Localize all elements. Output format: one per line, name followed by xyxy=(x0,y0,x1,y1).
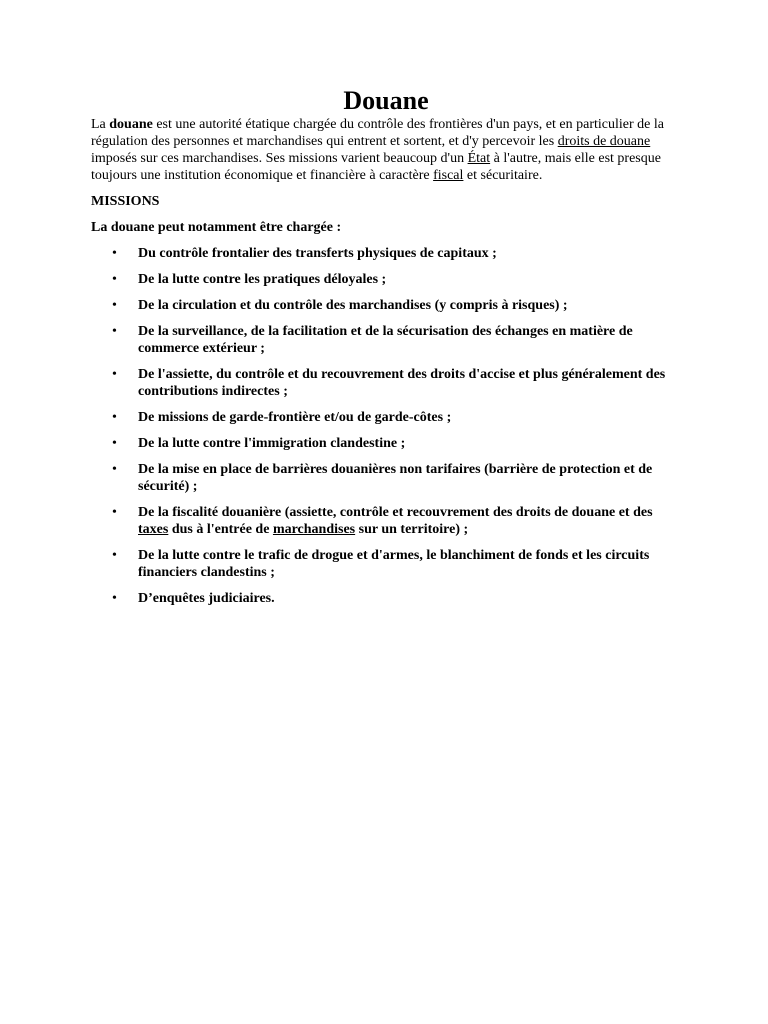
list-item-text: De missions de garde-frontière et/ou de garde-côtes ; xyxy=(138,410,452,425)
list-item xyxy=(91,504,681,538)
document-page xyxy=(91,86,681,616)
list-item xyxy=(91,590,681,607)
list-item xyxy=(91,245,681,262)
list-item xyxy=(91,366,681,400)
link-etat[interactable]: État xyxy=(467,151,491,166)
section-title-missions: MISSIONS xyxy=(91,194,160,209)
intro-text-5: et sécuritaire. xyxy=(463,168,543,183)
list-item-text: De la lutte contre les pratiques déloyales ; xyxy=(138,272,387,287)
bullet-icon: • xyxy=(112,410,117,425)
bullet-icon: • xyxy=(112,591,117,606)
list-item-text: De la lutte contre le trafic de drogue et d'armes, le blanchiment de fonds et les circuits financiers clandestins ; xyxy=(138,548,650,580)
list-item xyxy=(91,547,681,581)
intro-text-3: imposés sur ces marchandises. Ses missions varient beaucoup d'un xyxy=(91,151,468,166)
list-item-text: De la lutte contre l'immigration clandestine ; xyxy=(138,436,406,451)
list-item-text xyxy=(138,505,653,537)
link-marchandises[interactable]: marchandises xyxy=(272,522,356,537)
list-item xyxy=(91,323,681,357)
missions-list xyxy=(91,245,681,607)
intro-paragraph xyxy=(91,116,681,184)
link-taxes[interactable]: taxes xyxy=(138,522,169,537)
list-item-text: De la surveillance, de la facilitation et de la sécurisation des échanges en matière de commerce extérieur ; xyxy=(138,324,633,356)
fiscal-text-a: De la fiscalité douanière (assiette, contrôle et recouvrement des droits de douane et des xyxy=(138,505,653,520)
bullet-icon: • xyxy=(112,548,117,563)
list-item-text: De l'assiette, du contrôle et du recouvrement des droits d'accise et plus généralement des contributions indirectes ; xyxy=(138,367,666,399)
bullet-icon: • xyxy=(112,505,117,520)
link-fiscal[interactable]: fiscal xyxy=(433,168,464,183)
list-item xyxy=(91,271,681,288)
list-item-text: D’enquêtes judiciaires. xyxy=(138,591,275,606)
list-item xyxy=(91,297,681,314)
list-item-text: De la circulation et du contrôle des marchandises (y compris à risques) ; xyxy=(138,298,568,313)
missions-lead: La douane peut notamment être chargée : xyxy=(91,220,342,235)
page-title: Douane xyxy=(343,86,429,115)
bullet-icon: • xyxy=(112,246,117,261)
bullet-icon: • xyxy=(112,436,117,451)
list-item xyxy=(91,461,681,495)
link-droits-de-douane[interactable]: droits de douane xyxy=(557,134,651,149)
intro-term: douane xyxy=(109,117,153,132)
list-item xyxy=(91,409,681,426)
fiscal-text-c: sur un territoire) ; xyxy=(355,522,469,537)
bullet-icon: • xyxy=(112,272,117,287)
bullet-icon: • xyxy=(112,462,117,477)
bullet-icon: • xyxy=(112,324,117,339)
list-item xyxy=(91,435,681,452)
intro-text-2: est une autorité étatique chargée du contrôle des frontières d'un pays, et en particulier de la régulation des personnes et marchandises qui entrent et sortent, et d'y percevoir les xyxy=(91,117,664,149)
intro-text-1: La xyxy=(91,117,110,132)
list-item-text: De la mise en place de barrières douanières non tarifaires (barrière de protection et de sécurité) ; xyxy=(138,462,653,494)
bullet-icon: • xyxy=(112,367,117,382)
bullet-icon: • xyxy=(112,298,117,313)
intro-text-4: à l'autre, mais elle est presque toujours une institution économique et financière à caractère xyxy=(91,151,661,183)
list-item-text: Du contrôle frontalier des transferts physiques de capitaux ; xyxy=(138,246,497,261)
fiscal-text-b: dus à l'entrée de xyxy=(168,522,273,537)
